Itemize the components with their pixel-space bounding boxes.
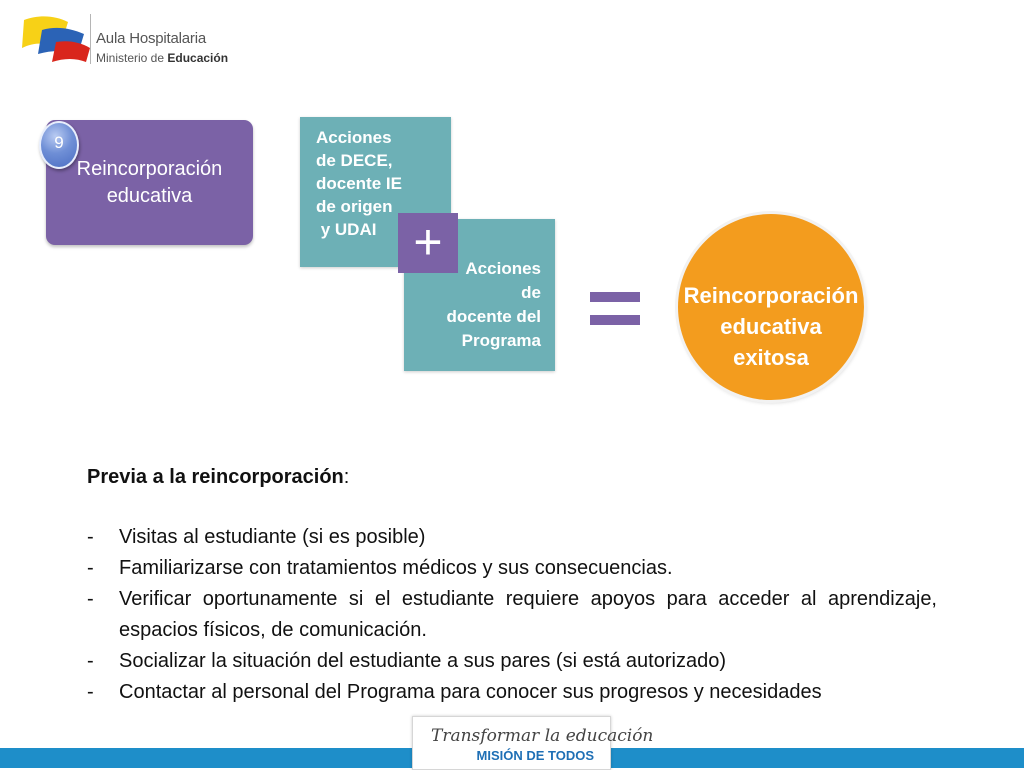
actions-program-text <box>447 257 541 353</box>
bullet-list <box>87 522 937 708</box>
result-line-1: Reincorporación <box>683 283 859 308</box>
step-title-line1: Reincorporación <box>76 158 223 180</box>
section-heading: Previa a la reincorporación: <box>87 466 350 488</box>
logo-subtitle: Ministerio de Educación <box>96 51 229 65</box>
list-item: - Contactar al personal del Programa para conocer sus progresos y necesidades <box>87 681 822 703</box>
dece-line-1: Acciones <box>316 128 392 147</box>
equals-sign <box>590 292 640 338</box>
result-line-3: exitosa <box>733 345 809 370</box>
logo-title: Aula Hospitalaria <box>96 30 206 47</box>
program-line-4: Programa <box>461 331 541 350</box>
slogan-line2: MISIÓN DE TODOS <box>476 748 594 763</box>
step-title-line2: educativa <box>106 185 193 207</box>
footer-slogan-badge <box>412 716 654 770</box>
list-item: - Familiarizarse con tratamientos médicos y sus consecuencias. <box>87 557 673 579</box>
list-item: - Visitas al estudiante (si es posible) <box>87 526 426 548</box>
dece-line-3: docente IE <box>316 174 402 193</box>
list-item: - Verificar oportunamente si el estudiante requiere apoyos para acceder al aprendizaje, espacios físicos, de comunicación. <box>87 588 937 641</box>
program-line-2: de <box>521 283 541 302</box>
list-item: - Socializar la situación del estudiante a sus pares (si está autorizado) <box>87 650 726 672</box>
result-circle <box>678 214 864 400</box>
program-line-1: Acciones <box>465 259 541 278</box>
plus-sign: + <box>398 213 458 273</box>
result-text <box>678 280 864 373</box>
result-line-2: educativa <box>720 314 822 339</box>
logo-divider <box>90 14 91 64</box>
actions-dece-text <box>316 126 402 241</box>
dece-line-4: de origen <box>316 197 393 216</box>
dece-line-2: de DECE, <box>316 151 393 170</box>
slogan-line1: Transformar la educación <box>431 726 654 746</box>
step-number-badge: 9 <box>39 121 79 169</box>
dece-line-5: y UDAI <box>316 220 377 239</box>
program-line-3: docente del <box>446 307 541 326</box>
